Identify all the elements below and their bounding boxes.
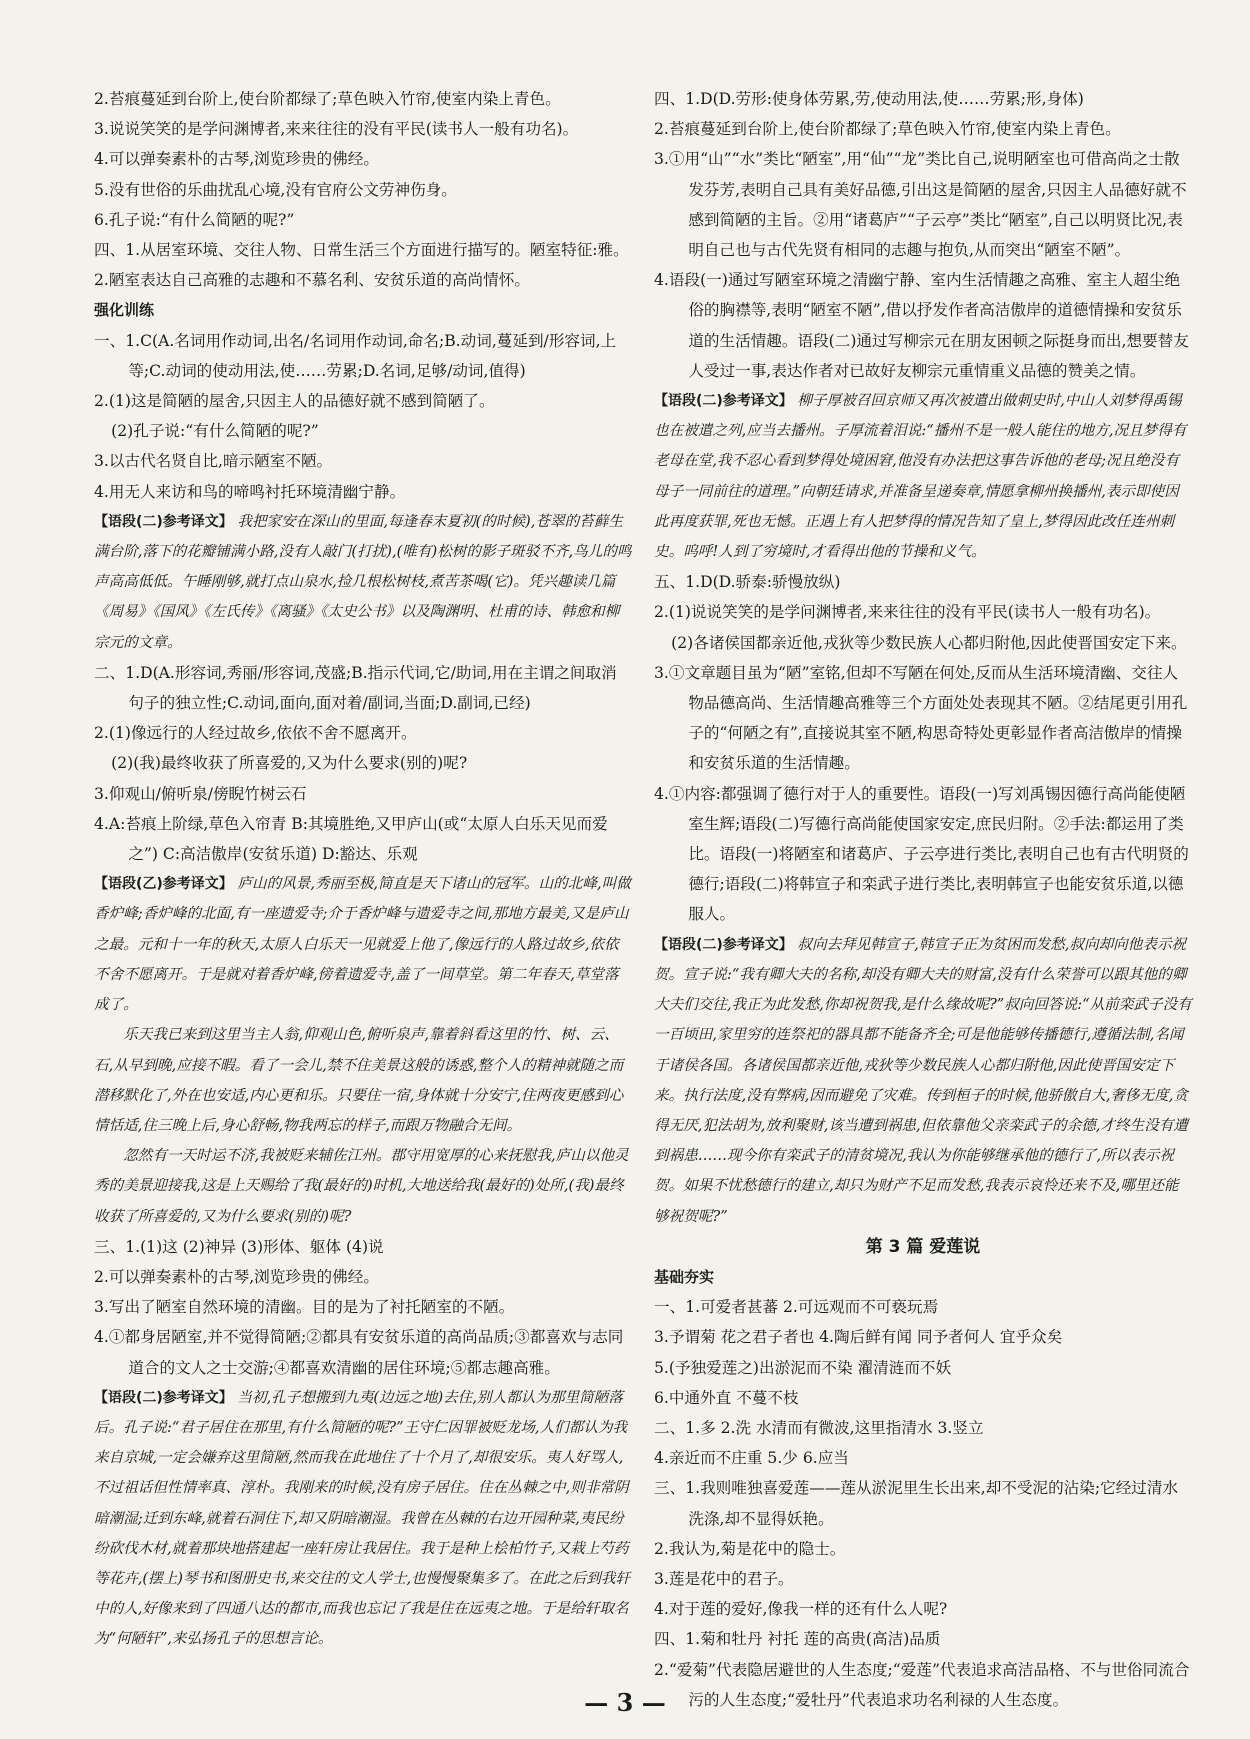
answer-line <box>94 658 632 718</box>
answer-line <box>654 1353 1192 1383</box>
line-text: 三、1.(1)这 (2)神异 (3)形体、躯体 (4)说 <box>94 1237 384 1256</box>
translation-tag: 【语段(二)参考译文】 <box>94 1389 233 1406</box>
answer-line <box>654 1534 1192 1564</box>
line-text: 四、1.D(D.劳形:使身体劳累,劳,使动用法,使……劳累;形,身体) <box>654 90 1084 108</box>
translation-paragraph <box>654 930 1192 1232</box>
line-text: 4.语段(一)通过写陋室环境之清幽宁静、室内生活情趣之高雅、室主人超尘绝俗的胸襟等,表明“陋室不陋”,借以抒发作者高洁傲岸的道德情操和安贫乐道的生活情趣。语段(二)通过写柳宗元在朋友困顿之际挺身而出,想要替友人受过一事,表达作者对已故好友柳宗元重情重义品德的赞美之情。 <box>654 271 1189 380</box>
line-text: 2.苔痕蔓延到台阶上,使台阶都绿了;草色映入竹帘,使室内染上青色。 <box>654 120 1121 139</box>
answer-line <box>94 1232 632 1262</box>
line-text: (2)(我)最终收获了所喜爱的,又为什么要求(别的)呢? <box>111 754 468 773</box>
answer-line <box>94 779 632 809</box>
answer-line <box>654 597 1192 627</box>
line-text: 6.孔子说:“有什么简陋的呢?” <box>94 210 295 229</box>
translation-tag: 【语段(二)参考译文】 <box>94 513 233 530</box>
line-text: 2.苔痕蔓延到台阶上,使台阶都绿了;草色映入竹帘,使室内染上青色。 <box>94 90 561 108</box>
answer-line <box>94 386 632 416</box>
line-text: 2.(1)说说笑笑的是学问渊博者,来来往往的没有平民(读书人一般有功名)。 <box>654 603 1161 622</box>
answer-line <box>654 1413 1192 1443</box>
answer-line <box>654 1383 1192 1413</box>
answer-line <box>654 1292 1192 1322</box>
answer-line <box>94 416 632 446</box>
line-text: 4.可以弹奏素朴的古琴,浏览珍贵的佛经。 <box>94 150 379 169</box>
line-text: 叔向去拜见韩宣子,韩宣子正为贫困而发愁,叔向却向他表示祝贺。宣子说:“我有卿大夫的名称,却没有卿大夫的财富,没有什么荣誉可以跟其他的卿大夫们交往,我正为此发愁,你却祝贺我,是什么缘故呢?”叔向回答说:“从前栾武子没有一百顷田,家里穷的连祭祀的器具都不能备齐全;可是他能够传播德行,遵循法制,名闻于诸侯各国。各诸侯国都亲近他,戎狄等少数民族人心都归附他,因此使晋国安定下来。执行法度,没有弊病,因而避免了灾难。传到桓子的时候,他骄傲自大,奢侈无度,贪得无厌,犯法胡为,放利聚财,该当遭到祸患,但依靠他父亲栾武子的余德,才终生没有遭到祸患……现今你有栾武子的清贫境况,我认为你能够继承他的德行了,所以表示祝贺。如果不忧愁德行的建立,却只为财产不足而发愁,我表示哀怜还来不及,哪里还能够祝贺呢?” <box>654 935 1192 1225</box>
answer-line <box>654 1594 1192 1624</box>
answer-line <box>94 1322 632 1382</box>
answer-line <box>94 144 632 174</box>
answer-line <box>94 326 632 386</box>
line-text: (2)孔子说:“有什么简陋的呢?” <box>111 422 319 441</box>
line-text: 基础夯实 <box>654 1267 715 1286</box>
line-text: 5.没有世俗的乐曲扰乱心境,没有官府公文劳神伤身。 <box>94 180 457 199</box>
section-heading <box>654 1262 1192 1292</box>
translation-paragraph <box>94 507 632 658</box>
line-text: 二、1.D(A.形容词,秀丽/形容词,茂盛;B.指示代词,它/助词,用在主谓之间取消句子的独立性;C.动词,面向,面对着/副词,当面;D.副词,已经) <box>94 663 617 713</box>
line-text: 庐山的风景,秀丽至极,简直是天下诸山的冠军。山的北峰,叫做香炉峰;香炉峰的北面,有一座遗爱寺;介于香炉峰与遗爱寺之间,那地方最美,又是庐山之最。元和十一年的秋天,太原人白乐天一见就爱上他了,像远行的人路过故乡,依依不舍不愿离开。于是就对着香炉峰,傍着遗爱寺,盖了一间草堂。第二年春天,草堂落成了。 <box>94 875 631 1014</box>
answer-line <box>94 84 632 114</box>
line-text: 乐天我已来到这里当主人翁,仰观山色,俯听泉声,靠着斜看这里的竹、树、云、石,从早到晚,应接不暇。看了一会儿,禁不住美景这般的诱惑,整个人的精神就随之而潜移默化了,外在也安适,内心更和乐。只要住一宿,身体就十分安宁,住两夜更感到心情恬适,住三晚上后,身心舒畅,物我两忘的样子,而跟万物融合无间。 <box>94 1026 624 1134</box>
answer-line <box>94 175 632 205</box>
line-text: (2)各诸侯国都亲近他,戎狄等少数民族人心都归附他,因此使晋国安定下来。 <box>671 633 1187 652</box>
answer-line <box>654 628 1192 658</box>
answer-line <box>654 1443 1192 1473</box>
answer-line <box>654 1624 1192 1654</box>
left-column <box>94 84 632 1715</box>
answer-line <box>654 779 1192 930</box>
line-text: 2.“爱菊”代表隐居避世的人生态度;“爱莲”代表追求高洁品格、不与世俗同流合污的人生态度;“爱牡丹”代表追求功名利禄的人生态度。 <box>654 1660 1190 1709</box>
line-text: 4.亲近而不庄重 5.少 6.应当 <box>654 1449 849 1468</box>
line-text: 强化训练 <box>94 301 155 320</box>
answer-line <box>94 748 632 778</box>
line-text: 3.说说笑笑的是学问渊博者,来来往往的没有平民(读书人一般有功名)。 <box>94 120 579 139</box>
translation-paragraph <box>94 869 632 1020</box>
answer-line <box>94 809 632 869</box>
line-text: 3.写出了陋室自然环境的清幽。目的是为了衬托陋室的不陋。 <box>94 1298 515 1317</box>
translation-paragraph <box>654 386 1192 567</box>
line-text: 五、1.D(D.骄泰:骄慢放纵) <box>654 573 841 592</box>
line-text: 一、1.C(A.名词用作动词,出名/名词用作动词,命名;B.动词,蔓延到/形容词,上等;C.动词的使动用法,使……劳累;D.名词,足够/动词,值得) <box>94 331 617 380</box>
answer-line <box>654 567 1192 597</box>
section-heading <box>94 295 632 325</box>
line-text: 3.①文章题目虽为“陋”室铭,但却不写陋在何处,反而从生活环境清幽、交往人物品德高尚、生活情趣高雅等三个方面处处表现其不陋。②结尾更引用孔子的“何陋之有”,直接说其室不陋,构思奇特处更彰显作者高洁傲岸的情操和安贫乐道的生活情趣。 <box>654 663 1188 773</box>
translation-tag: 【语段(二)参考译文】 <box>654 393 793 410</box>
answer-line <box>654 1473 1192 1533</box>
answer-line <box>94 205 632 235</box>
line-text: 当初,孔子想搬到九夷(边远之地)去住,别人都认为那里简陋落后。孔子说:“君子居住在那里,有什么简陋的呢?”王守仁因罪被贬龙场,人们都认为我来自京城,一定会嫌弃这里简陋,然而我在此地住了十个月了,却很安乐。夷人好骂人,不过祖话但性情率真、淳朴。我刚来的时候,没有房子居住。住在丛棘之中,则非常阴暗潮湿;迁到东峰,就着石洞住下,却又阴暗潮湿。我曾在丛棘的右边开园种菜,夷民纷纷砍伐木材,就着那块地搭建起一座轩房让我居住。我于是种上桧柏竹子,又栽上芍药等花卉,(摆上)琴书和图册史书,来交往的文人学士,也慢慢聚集多了。在此之后到我轩中的人,好像来到了四通八达的都市,而我也忘记了我是住在远夷之地。于是给轩取名为“何陋轩”,来弘扬孔子的思想言论。 <box>94 1388 631 1648</box>
line-text: 2.可以弹奏素朴的古琴,浏览珍贵的佛经。 <box>94 1267 379 1286</box>
answer-line <box>94 477 632 507</box>
line-text: 4.①内容:都强调了德行对于人的重要性。语段(一)写刘禹锡因德行高尚能使陋室生辉;语段(二)写德行高尚能使国家安定,庶民归附。②手法:都运用了类比。语段(一)将陋室和诸葛庐、子云亭进行类比,表明自己也有古代明贤的德行;语段(二)将韩宣子和栾武子进行类比,表明韩宣子也能安贫乐道,以德服人。 <box>654 784 1189 924</box>
line-text: 4.用无人来访和鸟的啼鸣衬托环境清幽宁静。 <box>94 482 406 501</box>
line-text: 4.A:苔痕上阶绿,草色入帘青 B:其境胜绝,又甲庐山(或“太原人白乐天见而爱之”) C:高洁傲岸(安贫乐道) D:豁达、乐观 <box>94 814 608 864</box>
line-text: 我把家安在深山的里面,每逢春末夏初(的时候),苍翠的苔藓生满台阶,落下的花瓣铺满小路,没有人敲门(打扰),(唯有)松树的影子斑驳不齐,鸟儿的鸣声高高低低。午睡刚够,就打点山泉水,捡几根松树枝,煮苦茶喝(它)。凭兴趣读几篇《周易》《国风》《左氏传》《离骚》《太史公书》以及陶渊明、杜甫的诗、韩愈和柳宗元的文章。 <box>94 512 632 651</box>
line-text: 一、1.可爱者甚蕃 2.可远观而不可亵玩焉 <box>654 1298 939 1317</box>
line-text: 4.①都身居陋室,并不觉得简陋;②都具有安贫乐道的高尚品质;③都喜欢与志同道合的文人之士交游;④都喜欢清幽的居住环境;⑤都志趣高雅。 <box>94 1328 624 1377</box>
answer-line <box>94 446 632 476</box>
line-text: 三、1.我则唯独喜爱莲——莲从淤泥里生长出来,却不受泥的沾染;它经过清水洗涤,却不显得妖艳。 <box>654 1479 1179 1528</box>
answer-line <box>654 114 1192 144</box>
line-text: 4.对于莲的爱好,像我一样的还有什么人呢? <box>654 1600 948 1619</box>
page-number: — 3 — <box>584 1688 666 1717</box>
answer-line <box>94 1262 632 1292</box>
right-column <box>654 84 1192 1715</box>
answer-line <box>654 1564 1192 1594</box>
line-text: 2.陋室表达自己高雅的志趣和不慕名利、安贫乐道的高尚情怀。 <box>94 271 530 290</box>
line-text: 2.(1)像远行的人经过故乡,依依不舍不愿离开。 <box>94 724 417 743</box>
translation-paragraph <box>94 1141 632 1232</box>
line-text: 3.莲是花中的君子。 <box>654 1569 794 1588</box>
answer-line <box>94 114 632 144</box>
line-text: 四、1.菊和牡丹 衬托 莲的高贵(高洁)品质 <box>654 1630 941 1649</box>
line-text: 2.我认为,菊是花中的隐士。 <box>654 1539 846 1558</box>
answer-line <box>654 144 1192 265</box>
translation-paragraph <box>94 1020 632 1141</box>
two-column-body <box>94 84 1192 1715</box>
answer-line <box>94 235 632 265</box>
line-text: 3.①用“山”“水”类比“陋室”,用“仙”“龙”类比自己,说明陋室也可借高尚之士散发芬芳,表明自己具有美好品德,引出这是简陋的屋舍,只因主人品德好就不感到简陋的主旨。②用“诸葛庐”“子云亭”类比“陋室”,自己以明贤比况,表明自己也与古代先贤有相同的志趣与抱负,从而突出“陋室不陋”。 <box>654 150 1187 260</box>
line-text: 3.予谓菊 花之君子者也 4.陶后鲜有闻 同予者何人 宜乎众矣 <box>654 1328 1063 1347</box>
translation-tag: 【语段(乙)参考译文】 <box>94 876 233 893</box>
translation-paragraph <box>94 1383 632 1655</box>
answer-line <box>654 265 1192 386</box>
answer-line <box>654 1322 1192 1352</box>
line-text: 第 3 篇 爱莲说 <box>865 1236 981 1257</box>
line-text: 2.(1)这是简陋的屋舍,只因主人的品德好就不感到简陋了。 <box>94 392 495 411</box>
line-text: 5.(予独爱莲之)出淤泥而不染 濯清涟而不妖 <box>654 1358 952 1377</box>
line-text: 柳子厚被召回京师又再次被遣出做刺史时,中山人刘梦得禹锡也在被遣之列,应当去播州。子厚流着泪说:“播州不是一般人能住的地方,况且梦得有老母在堂,我不忍心看到梦得处境困窘,他没有办法把这事告诉他的老母;况且绝没有母子一同前往的道理。”向朝廷请求,并准备呈递奏章,情愿拿柳州换播州,表示即使因此再度获罪,死也无憾。正遇上有人把梦得的情况告知了皇上,梦得因此改任连州刺史。呜呼!人到了穷境时,才看得出他的节操和义气。 <box>654 392 1187 561</box>
chapter-title <box>654 1232 1192 1262</box>
line-text: 忽然有一天时运不济,我被贬来辅佐江州。郡守用宽厚的心来抚慰我,庐山以他灵秀的美景迎接我,这是上天赐给了我(最好的)时机,大地送给我(最好的)处所,(我)最终收获了所喜爱的,又为什么要求(别的)呢? <box>94 1147 629 1225</box>
answer-line <box>94 1292 632 1322</box>
answer-line <box>654 84 1192 114</box>
line-text: 二、1.多 2.洗 水清而有微波,这里指清水 3.竖立 <box>654 1418 984 1437</box>
answer-line <box>94 718 632 748</box>
answer-line <box>654 658 1192 779</box>
answer-line <box>94 265 632 295</box>
line-text: 四、1.从居室环境、交往人物、日常生活三个方面进行描写的。陋室特征:雅。 <box>94 241 629 260</box>
line-text: 3.以古代名贤自比,暗示陋室不陋。 <box>94 452 333 471</box>
line-text: 6.中通外直 不蔓不枝 <box>654 1388 799 1407</box>
line-text: 3.仰观山/俯听泉/傍睨竹树云石 <box>94 784 307 803</box>
translation-tag: 【语段(二)参考译文】 <box>654 936 793 953</box>
